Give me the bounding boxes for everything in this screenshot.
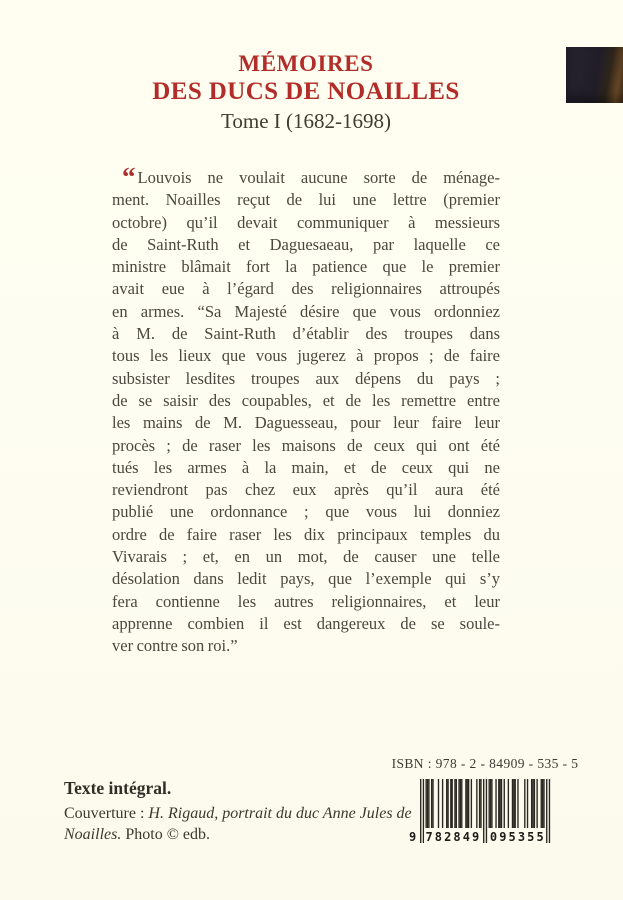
svg-text:9: 9: [409, 830, 417, 844]
quote-line: reviendront pas chez eux après qu’il aura été: [112, 480, 500, 500]
quote-line: subsister lesdites troupes aux dépens du pays ;: [112, 368, 500, 388]
svg-text:7: 7: [425, 830, 433, 844]
svg-text:9: 9: [472, 830, 480, 844]
svg-text:5: 5: [508, 830, 516, 844]
quote-line: apprenne combien il est dangereux de se soule-: [112, 613, 500, 633]
quote-line: les mains de M. Daguesseau, pour leur faire leur: [112, 413, 500, 433]
quote-line: “ Louvois ne voulait aucune sorte de ménage-: [122, 162, 500, 192]
isbn-label: ISBN : 978 - 2 - 84909 - 535 - 5: [391, 756, 579, 771]
quote-line: tous les lieux que vous jugerez à propos ; de faire: [112, 346, 500, 366]
quote-line: à M. de Saint-Ruth d’établir des troupes dans: [112, 324, 500, 344]
quote-line: ordre de faire raser les dix principaux temples du: [112, 524, 500, 544]
svg-text:9: 9: [499, 830, 507, 844]
quote-line: en armes. “Sa Majesté désire que vous ordonniez: [112, 301, 500, 321]
quote-line: Vivarais ; et, en un mot, de causer une telle: [112, 547, 500, 567]
svg-text:5: 5: [536, 830, 544, 844]
barcode-ean13: [408, 779, 556, 847]
cover-credit: [64, 804, 416, 845]
quote-line: publié une ordonnance ; que vous lui donniez: [112, 502, 500, 522]
quote-block: [112, 162, 500, 658]
svg-text:3: 3: [517, 830, 526, 844]
full-text-note: Texte intégral.: [64, 778, 172, 798]
book-title-line2: DES DUCS DE NOAILLES: [152, 78, 460, 105]
svg-text:2: 2: [444, 830, 452, 844]
book-subtitle: Tome I (1682-1698): [221, 109, 391, 133]
cover-credit-prefix: Couverture :: [64, 805, 149, 822]
svg-text:0: 0: [489, 830, 498, 844]
quote-line: désolation dans ledit pays, que l’exemple qui s’y: [112, 569, 500, 589]
book-title-line1: MÉMOIRES: [238, 51, 374, 76]
quote-line: de Saint-Ruth et Daguesaeau, par laquelle ce: [112, 234, 500, 254]
quote-line: octobre) qu’il devait communiquer à messieurs: [112, 212, 500, 232]
svg-text:5: 5: [527, 830, 535, 844]
opening-quote-mark: “: [122, 162, 135, 192]
title-block: [0, 50, 612, 136]
svg-text:8: 8: [453, 830, 461, 844]
quote-line: ment. Noailles reçut de lui une lettre (premier: [112, 190, 500, 210]
quote-line: fera contienne les autres religionnaires, et leur: [112, 591, 500, 611]
quote-line: de se saisir des coupables, et de les remettre entre: [112, 390, 500, 410]
cover-credit-photo: Photo © edb.: [121, 825, 210, 843]
quote-line: ministre blâmait fort la patience que le premier: [112, 257, 500, 277]
svg-text:4: 4: [462, 830, 470, 844]
cover-credit-artwork: H. Rigaud, portrait du duc Anne Jules de Noailles.: [64, 805, 412, 843]
credits-block: [64, 777, 416, 845]
quote-line: procès ; de raser les maisons de ceux qui ont été: [112, 435, 500, 455]
quote-line: ver contre son roi.”: [112, 636, 238, 656]
svg-text:8: 8: [434, 830, 443, 844]
quote-line: avait eue à l’égard des religionnaires attroupés: [112, 279, 500, 299]
quote-line: tués les armes à la main, et de ceux qui ne: [112, 457, 500, 477]
